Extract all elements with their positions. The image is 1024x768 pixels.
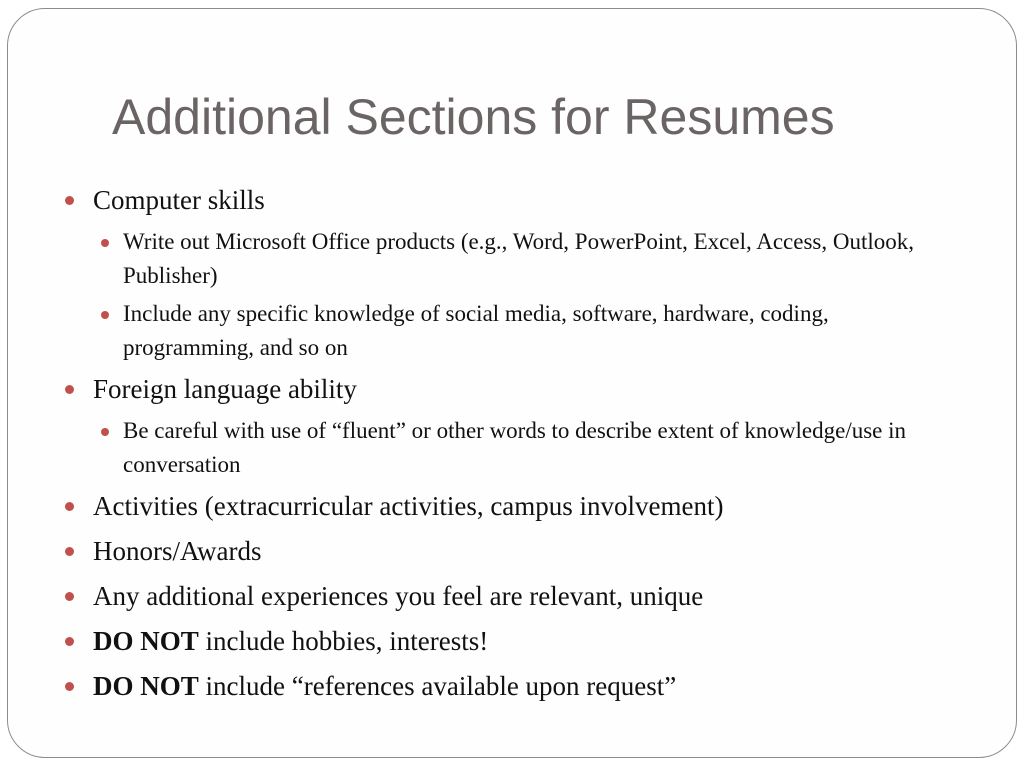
bullet-group-computer-skills — [62, 180, 962, 365]
bullet-item — [62, 666, 962, 706]
bullet-dot-icon — [65, 196, 74, 205]
bullet-dot-icon — [101, 428, 109, 436]
bullet-group-foreign-language — [62, 369, 962, 482]
bullet-dot-icon — [65, 592, 74, 601]
bullet-item — [62, 486, 962, 526]
bullet-dot-icon — [65, 637, 74, 646]
bullet-item — [62, 369, 962, 409]
slide-title: Additional Sections for Resumes — [112, 89, 835, 145]
bullet-text: include hobbies, interests! — [198, 626, 489, 656]
bullet-dot-icon — [65, 502, 74, 511]
sub-bullet-item — [93, 297, 923, 365]
bullet-item — [62, 576, 962, 616]
bullet-emphasis: DO NOT — [93, 671, 199, 701]
bullet-emphasis: DO NOT — [93, 626, 199, 656]
bullet-item — [62, 180, 962, 220]
sub-bullet-text: Write out Microsoft Office products (e.g., Word, PowerPoint, Excel, Access, Outlook, Publisher) — [123, 229, 914, 288]
bullet-dot-icon — [65, 682, 74, 691]
sub-bullet-item — [93, 225, 923, 293]
bullet-text: Computer skills — [93, 185, 265, 215]
bullet-dot-icon — [65, 385, 74, 394]
bullet-text: include “references available upon request” — [198, 671, 677, 701]
bullet-item — [62, 621, 962, 661]
bullet-text: Honors/Awards — [93, 536, 262, 566]
bullet-list — [62, 180, 962, 711]
sub-bullet-item — [93, 414, 923, 482]
bullet-text: Foreign language ability — [93, 374, 357, 404]
bullet-text: Any additional experiences you feel are relevant, unique — [93, 581, 704, 611]
bullet-text: Activities (extracurricular activities, campus involvement) — [93, 491, 724, 521]
sub-bullet-text: Include any specific knowledge of social media, software, hardware, coding, programming, and so on — [123, 301, 829, 360]
bullet-dot-icon — [65, 547, 74, 556]
bullet-dot-icon — [101, 239, 109, 247]
sub-bullet-text: Be careful with use of “fluent” or other words to describe extent of knowledge/use in conversation — [123, 418, 907, 477]
bullet-item — [62, 531, 962, 571]
bullet-dot-icon — [101, 311, 109, 319]
